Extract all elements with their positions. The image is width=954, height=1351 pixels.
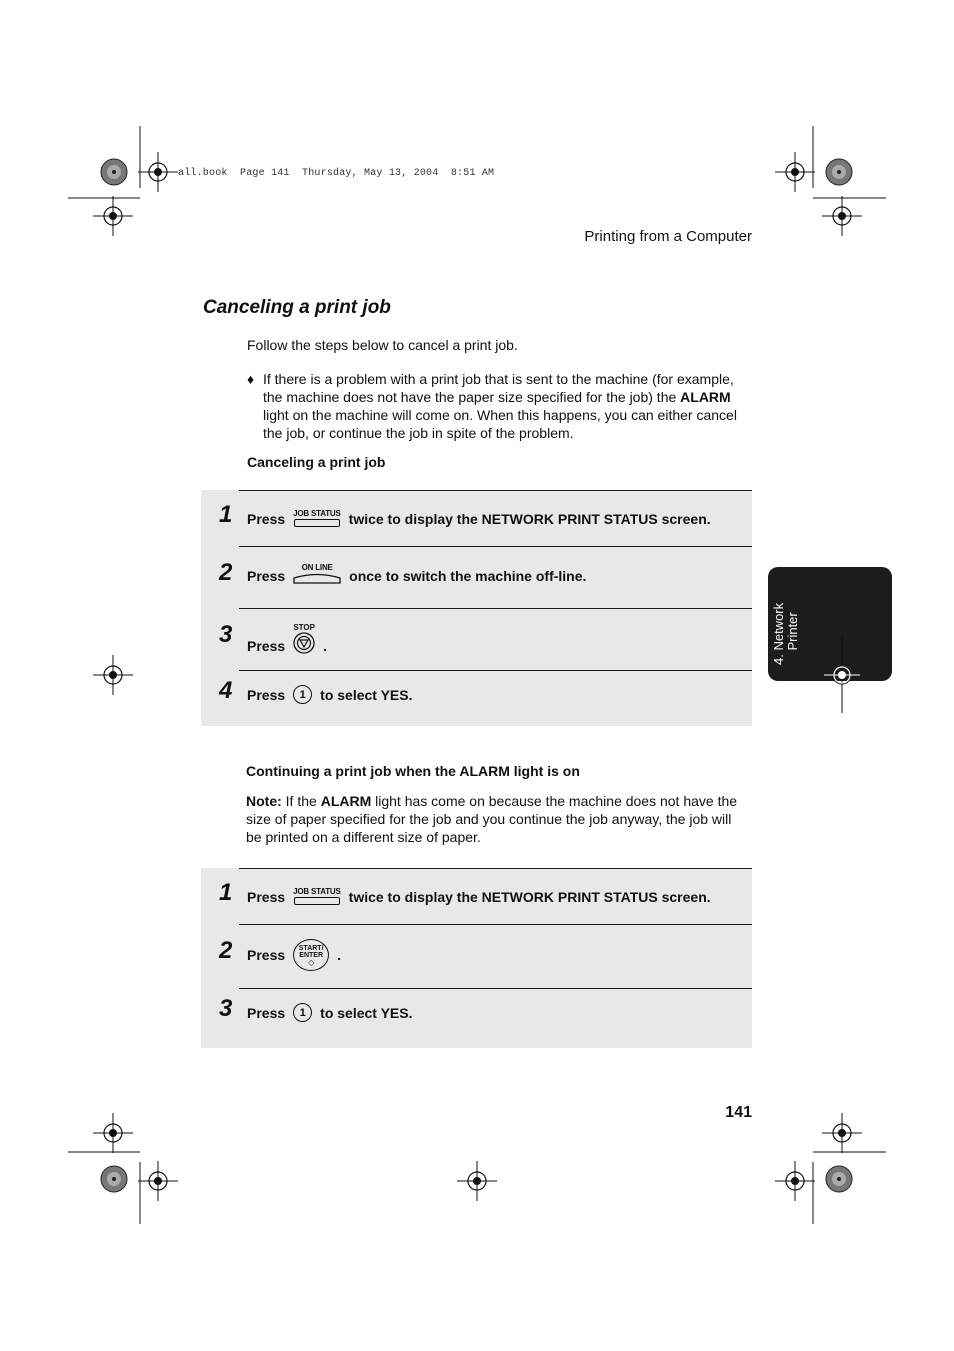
note-paragraph: Note: If the ALARM light has come on because the machine does not have the size of paper specified for the job and you continue the job anyway, the job will be printed on a different size of paper. — [246, 793, 738, 845]
running-head: Printing from a Computer — [584, 228, 752, 245]
step-number: 2 — [219, 559, 233, 586]
key-1-icon: 1 — [293, 1003, 312, 1022]
tab-registration-mark — [822, 635, 862, 715]
chapter-tab-label: 4. Network Printer — [771, 602, 800, 665]
continue-step-1: 1 Press JOB STATUS twice to display the NETWORK PRINT STATUS screen. — [239, 868, 752, 925]
step-number: 3 — [219, 995, 233, 1022]
stop-key-icon: STOP — [293, 623, 315, 654]
continue-step-2: 2 Press START/ ENTER ◇ . — [239, 924, 752, 989]
continue-steps-panel — [201, 868, 752, 1048]
intro-text: Follow the steps below to cancel a print job. — [247, 337, 518, 353]
step-number: 2 — [219, 937, 233, 964]
cancel-step-3: 3 Press STOP . — [239, 608, 752, 671]
step-number: 4 — [219, 677, 233, 704]
bullet-paragraph: ♦ If there is a problem with a print job that is sent to the machine (for example, the machine does not have the paper size specified for the job) the ALARM light on the machine will come on. When this happens, you can either cancel the job, or continue the job in spite of the problem. — [247, 371, 737, 441]
on-line-key-icon: ON LINE — [293, 563, 341, 584]
job-status-key-icon: JOB STATUS — [293, 509, 341, 527]
print-header: all.book Page 141 Thursday, May 13, 2004 8:51 AM — [178, 168, 495, 179]
start-enter-key-icon: START/ ENTER ◇ — [293, 939, 329, 971]
step-number: 1 — [219, 879, 233, 906]
cancel-steps-panel — [201, 490, 752, 726]
step-number: 3 — [219, 621, 233, 648]
cancel-heading: Canceling a print job — [247, 454, 386, 470]
page-number: 141 — [725, 1104, 752, 1121]
bullet-mark: ♦ — [247, 371, 255, 387]
job-status-key-icon: JOB STATUS — [293, 887, 341, 905]
continue-heading: Continuing a print job when the ALARM light is on — [246, 763, 580, 779]
cancel-step-2: 2 Press ON LINE once to switch the machine off-line. — [239, 546, 752, 609]
step-number: 1 — [219, 501, 233, 528]
cancel-step-1: 1 Press JOB STATUS twice to display the NETWORK PRINT STATUS screen. — [239, 490, 752, 547]
cancel-step-4: 4 Press 1 to select YES. — [239, 670, 752, 727]
key-1-icon: 1 — [293, 685, 312, 704]
section-title: Canceling a print job — [203, 297, 391, 318]
continue-step-3: 3 Press 1 to select YES. — [239, 988, 752, 1049]
